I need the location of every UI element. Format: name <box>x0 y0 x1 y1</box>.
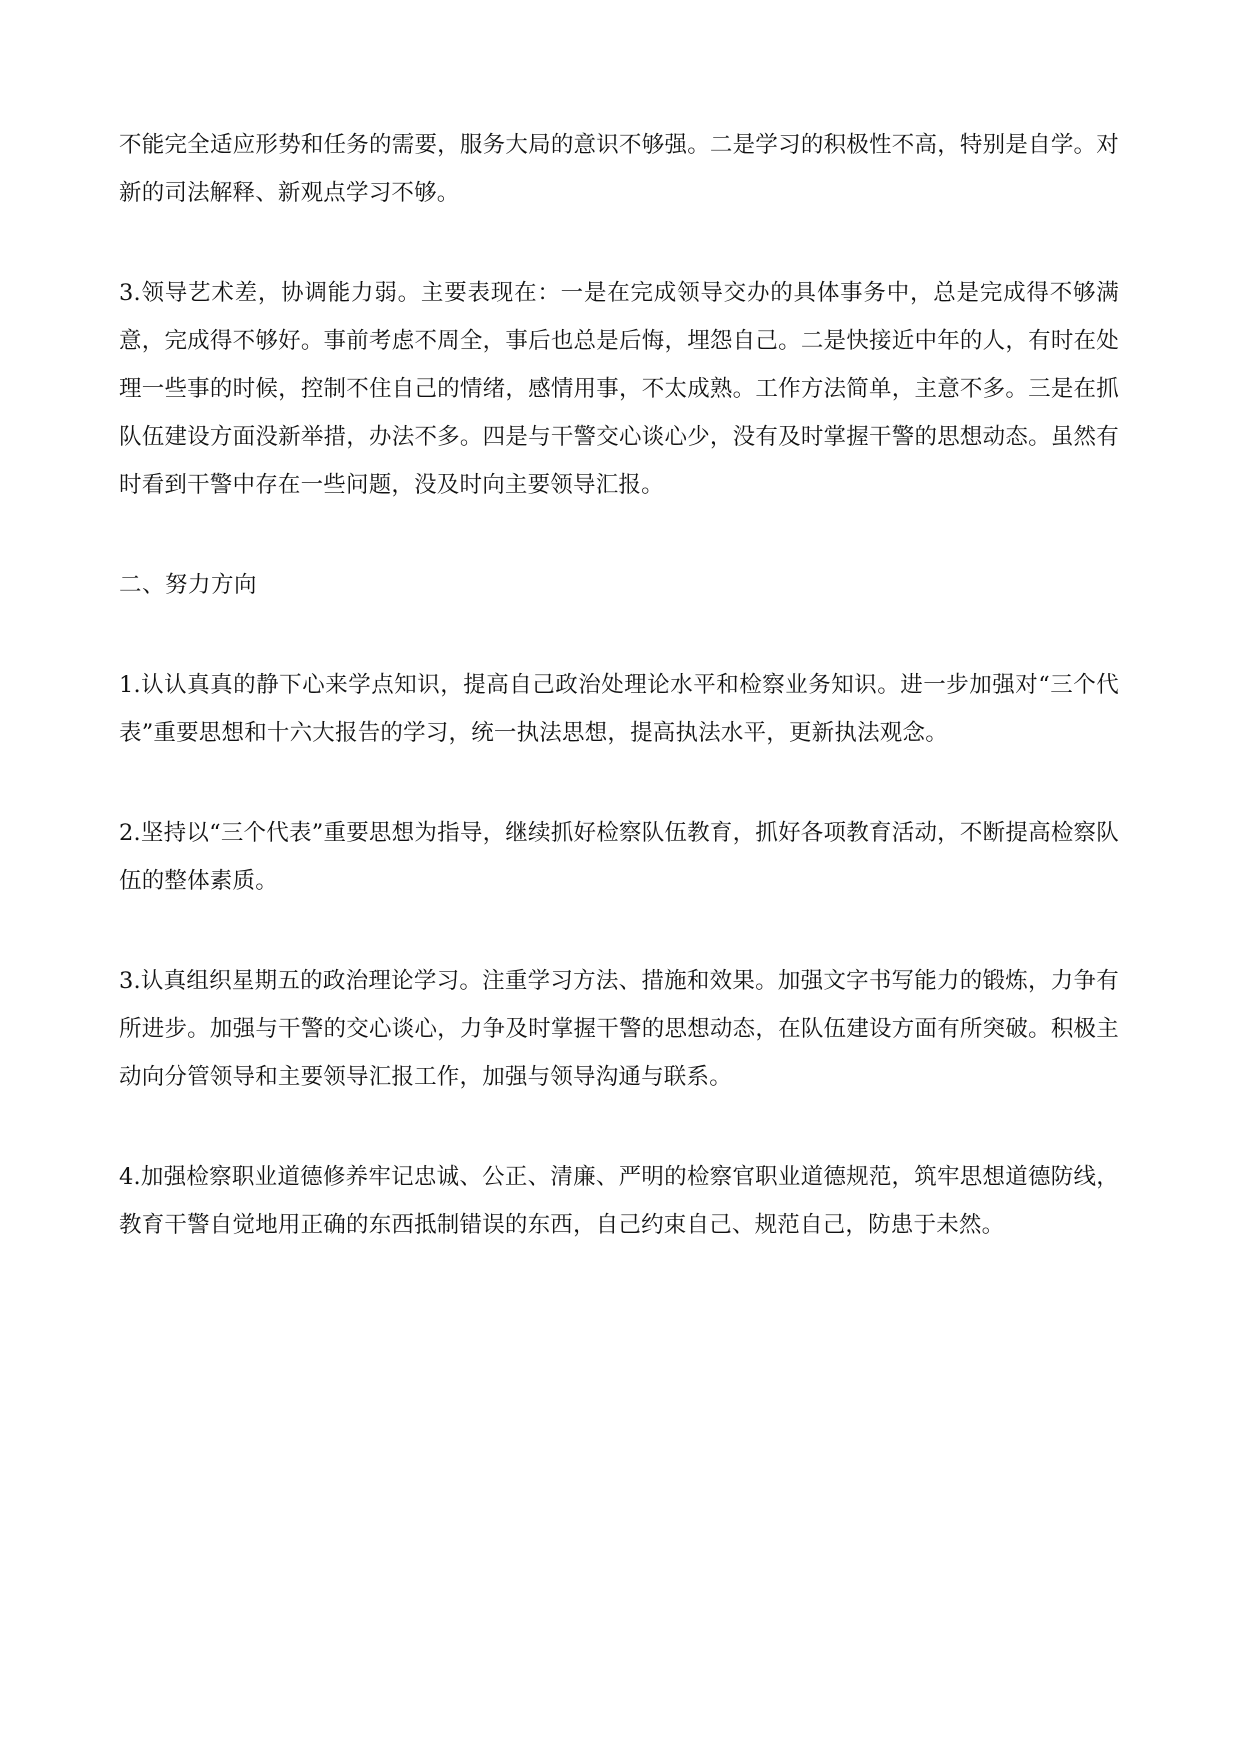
paragraph-direction-4: 4.加强检察职业道德修养牢记忠诚、公正、清廉、严明的检察官职业道德规范，筑牢思想道德防线，教育干警自觉地用正确的东西抵制错误的东西，自己约束自己、规范自己，防患于未然。 <box>119 1164 1119 1238</box>
paragraph-direction-1: 1.认认真真的静下心来学点知识，提高自己政治处理论水平和检察业务知识。进一步加强对“三个代表”重要思想和十六大报告的学习，统一执法思想，提高执法水平，更新执法观念。 <box>119 672 1119 746</box>
paragraph-item-3: 3.领导艺术差，协调能力弱。主要表现在：一是在完成领导交办的具体事务中，总是完成得不够满意，完成得不够好。事前考虑不周全，事后也总是后悔，埋怨自己。二是快接近中年的人，有时在处理一些事的时候，控制不住自己的情绪，感情用事，不太成熟。工作方法简单，主意不多。三是在抓队伍建设方面没新举措，办法不多。四是与干警交心谈心少，没有及时掌握干警的思想动态。虽然有时看到干警中存在一些问题，没及时向主要领导汇报。 <box>119 280 1119 498</box>
paragraph-continuation: 不能完全适应形势和任务的需要，服务大局的意识不够强。二是学习的积极性不高，特别是自学。对新的司法解释、新观点学习不够。 <box>119 132 1119 206</box>
section-heading: 二、努力方向 <box>119 572 258 598</box>
paragraph-direction-3: 3.认真组织星期五的政治理论学习。注重学习方法、措施和效果。加强文字书写能力的锻炼，力争有所进步。加强与干警的交心谈心，力争及时掌握干警的思想动态，在队伍建设方面有所突破。积极主动向分管领导和主要领导汇报工作，加强与领导沟通与联系。 <box>119 968 1119 1090</box>
paragraph-direction-2: 2.坚持以“三个代表”重要思想为指导，继续抓好检察队伍教育，抓好各项教育活动，不断提高检察队伍的整体素质。 <box>119 820 1119 894</box>
document-body <box>119 121 1119 1249</box>
